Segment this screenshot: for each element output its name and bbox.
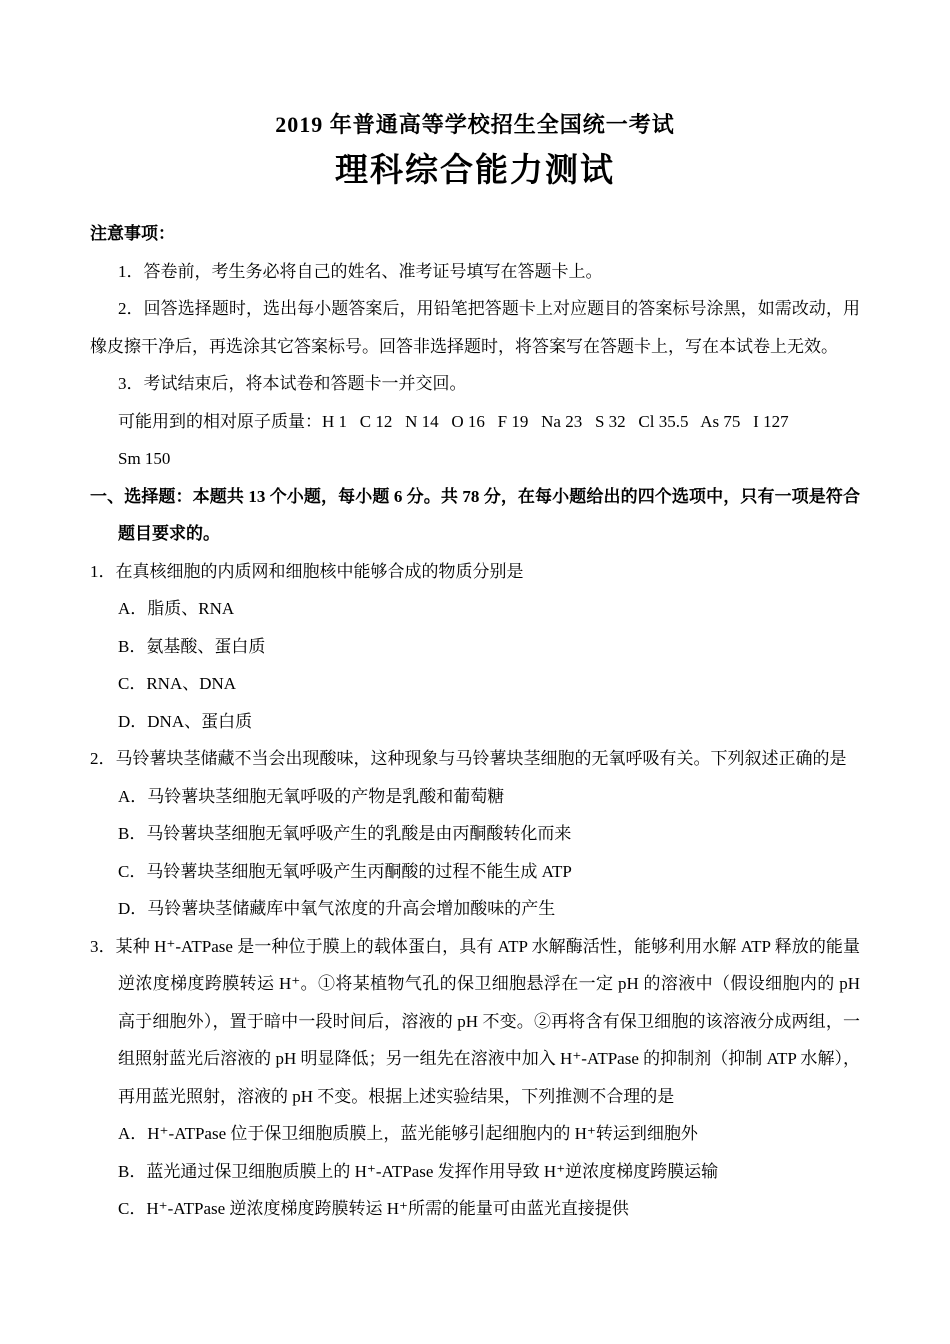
question-1-stem: 1．在真核细胞的内质网和细胞核中能够合成的物质分别是	[90, 561, 524, 581]
question-2-option-d: D．马铃薯块茎储藏库中氧气浓度的升高会增加酸味的产生	[118, 899, 556, 918]
question-1-option-a: A．脂质、RNA	[118, 599, 235, 618]
exam-title-line2: 理科综合能力测试	[335, 151, 615, 188]
question-3-option-a: A．H⁺-ATPase 位于保卫细胞质膜上，蓝光能够引起细胞内的 H⁺转运到细胞外	[118, 1124, 698, 1143]
question-2-option-a: A．马铃薯块茎细胞无氧呼吸的产物是乳酸和葡萄糖	[118, 786, 505, 806]
question-2-option-b: B．马铃薯块茎细胞无氧呼吸产生的乳酸是由丙酮酸转化而来	[118, 824, 572, 843]
notice-item-3: 3．考试结束后，将本试卷和答题卡一并交回。	[118, 374, 467, 393]
question-2-option-c: C．马铃薯块茎细胞无氧呼吸产生丙酮酸的过程不能生成 ATP	[118, 861, 572, 881]
question-3-option-b: B．蓝光通过保卫细胞质膜上的 H⁺-ATPase 发挥作用导致 H⁺逆浓度梯度跨膜运输	[118, 1161, 719, 1181]
question-3-option-c: C．H⁺-ATPase 逆浓度梯度跨膜转运 H⁺所需的能量可由蓝光直接提供	[118, 1199, 629, 1218]
question-3	[90, 928, 860, 1228]
notice-section	[90, 215, 860, 478]
atomic-masses-line-1: 可能用到的相对原子质量：H 1 C 12 N 14 O 16 F 19 Na 23 S 32 Cl 35.5 As 75 I 127	[118, 411, 789, 431]
question-1	[90, 553, 860, 741]
question-1-option-b: B．氨基酸、蛋白质	[118, 636, 266, 656]
notice-heading: 注意事项：	[90, 224, 175, 243]
section-heading: 一、选择题：本题共 13 个小题，每小题 6 分。共 78 分，在每小题给出的四个选项中，只有一项是符合题目要求的。	[90, 486, 860, 543]
question-2	[90, 740, 860, 928]
notice-item-1: 1．答卷前，考生务必将自己的姓名、准考证号填写在答题卡上。	[118, 261, 603, 281]
notice-item-2: 2．回答选择题时，选出每小题答案后，用铅笔把答题卡上对应题目的答案标号涂黑，如需改动，用橡皮擦干净后，再选涂其它答案标号。回答非选择题时，将答案写在答题卡上，写在本试卷上无效。	[90, 299, 860, 356]
question-1-option-d: D．DNA、蛋白质	[118, 711, 253, 731]
question-3-stem: 3．某种 H⁺-ATPase 是一种位于膜上的载体蛋白，具有 ATP 水解酶活性，能够利用水解 ATP 释放的能量逆浓度梯度跨膜转运 H⁺。①将某植物气孔的保卫细胞悬浮在一定 pH 的溶液中（假设细胞内的 pH 高于细胞外），置于暗中一段时间后，溶液的 pH 不变。②再将含有保卫细胞的该溶液分成两组，一组照射蓝光后溶液的 pH 明显降低；另一组先在溶液中加入 H⁺-ATPase 的抑制剂（抑制 ATP 水解），再用蓝光照射，溶液的 pH 不变。根据上述实验结果，下列推测不合理的是	[90, 936, 860, 1106]
atomic-masses-line-2: Sm 150	[118, 449, 171, 468]
question-1-option-c: C．RNA、DNA	[118, 674, 237, 693]
exam-title-line1: 2019 年普通高等学校招生全国统一考试	[275, 112, 675, 137]
question-2-stem: 2．马铃薯块茎储藏不当会出现酸味，这种现象与马铃薯块茎细胞的无氧呼吸有关。下列叙述正确的是	[90, 749, 847, 768]
